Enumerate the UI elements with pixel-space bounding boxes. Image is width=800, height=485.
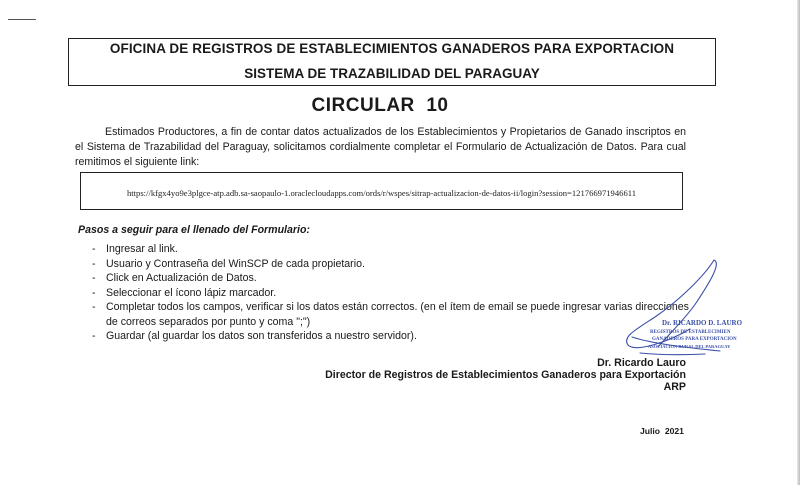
list-item: - Guardar (al guardar los datos son transferidos a nuestro servidor).	[92, 330, 417, 342]
steps-heading: Pasos a seguir para el llenado del Formulario:	[78, 224, 310, 236]
step-text: Completar todos los campos, verificar si los datos están correctos. (en el ítem de email se puede ingresar varias direcciones de correos separados por punto y coma ";")	[106, 301, 689, 328]
list-item: - Seleccionar el ícono lápiz marcador.	[92, 286, 277, 299]
list-item: - Ingresar al link.	[92, 243, 178, 255]
header-office-title: OFICINA DE REGISTROS DE ESTABLECIMIENTOS GANADEROS PARA EXPORTACION	[109, 41, 675, 56]
scan-mark	[8, 19, 36, 20]
header-box	[68, 38, 716, 86]
circular-title: CIRCULAR 10	[311, 95, 449, 116]
form-link[interactable]: https://kfgx4yo9e3plgce-atp.adb.sa-saopaulo-1.oraclecloudapps.com/ords/r/wspes/sitrap-actualizacion-de-datos-ii/login?session=121766971946611	[126, 188, 637, 198]
signature-block	[325, 357, 686, 393]
step-text: Seleccionar el ícono lápiz marcador.	[106, 286, 277, 299]
signer-org: ARP	[663, 381, 686, 393]
steps-list	[92, 242, 692, 344]
header-system-title: SISTEMA DE TRAZABILIDAD DEL PARAGUAY	[244, 66, 540, 81]
link-box	[80, 172, 683, 210]
list-item: - Usuario y Contraseña del WinSCP de cada propietario.	[92, 257, 365, 270]
signer-role: Director de Registros de Establecimientos Ganaderos para Exportación	[325, 369, 686, 381]
stamp-line: ASOCIACION RURAL DEL PARAGUAY	[648, 344, 731, 349]
stamp-line: Dr. RICARDO D. LAURO	[662, 319, 743, 327]
stamp-line: GANADEROS PARA EXPORTACION	[652, 337, 737, 342]
list-item: - Click en Actualización de Datos.	[92, 272, 257, 284]
document-date: Julio 2021	[640, 426, 684, 436]
step-text: Ingresar al link.	[106, 243, 178, 255]
step-text: Click en Actualización de Datos.	[106, 272, 257, 284]
intro-paragraph: Estimados Productores, a fin de contar datos actualizados de los Establecimientos y Propietarios de Ganado inscriptos en el Sistema de Trazabilidad del Paraguay, solicitamos cordialmente completar el Formulario de Actualización de Datos. Para cual remitimos el siguiente link:	[75, 126, 686, 168]
step-text: Guardar (al guardar los datos son transferidos a nuestro servidor).	[106, 330, 417, 342]
list-item: - Completar todos los campos, verificar si los datos están correctos. (en el ítem de email se puede ingresar varias direcciones de correos separados por punto y coma ";")	[92, 301, 689, 328]
signer-name: Dr. Ricardo Lauro	[597, 357, 686, 369]
stamp-line: REGISTROS DE ESTABLECIMIEN	[650, 330, 731, 335]
step-text: Usuario y Contraseña del WinSCP de cada propietario.	[106, 257, 365, 270]
